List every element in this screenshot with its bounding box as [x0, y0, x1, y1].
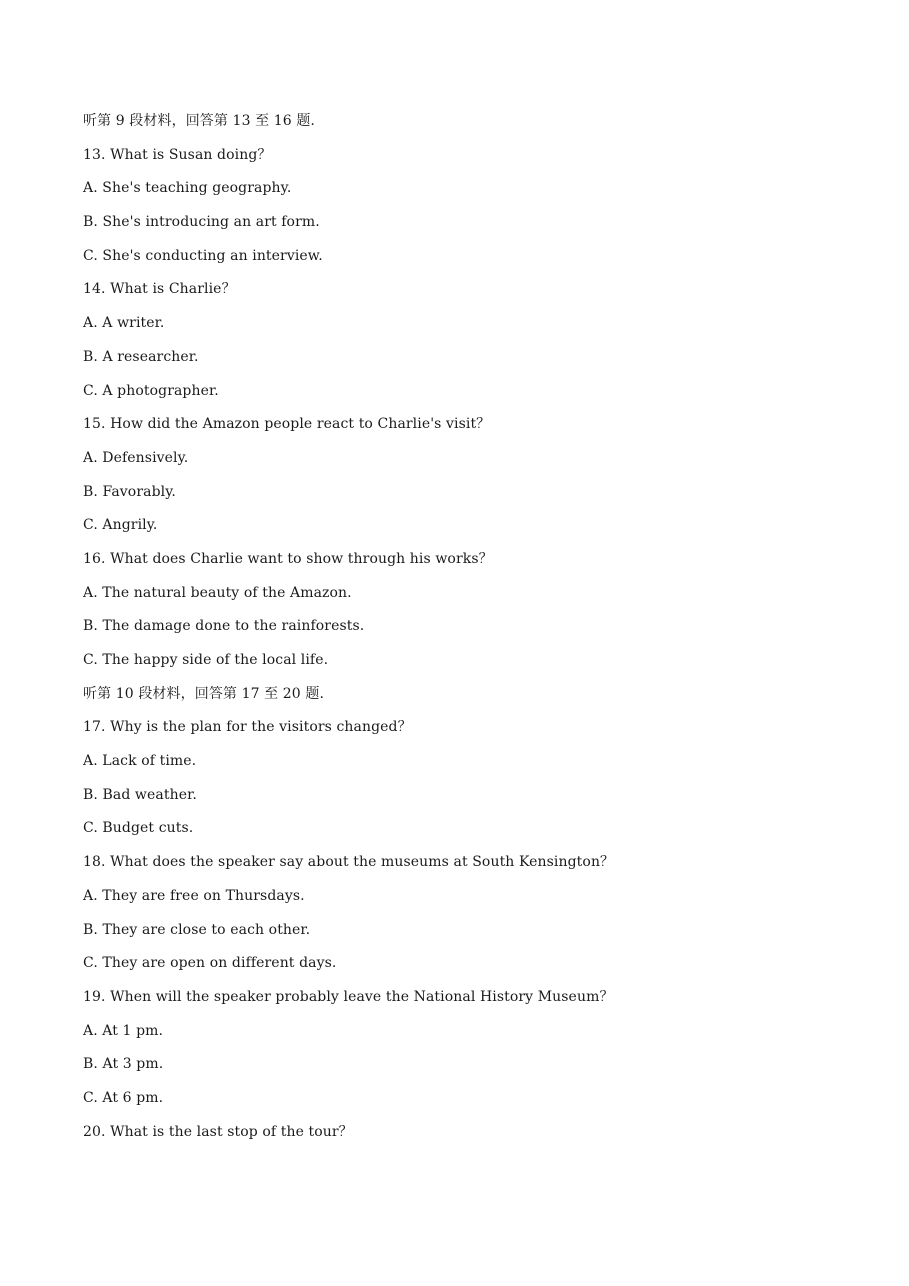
q16-option-b: B. The damage done to the rainforests. [83, 618, 365, 635]
question-20: 20. What is the last stop of the tour？ [83, 1123, 353, 1140]
q19-option-a: A. At 1 pm. [83, 1022, 164, 1039]
q18-option-c: C. They are open on different days. [83, 955, 337, 972]
q13-option-c: C. She's conducting an interview. [83, 247, 323, 264]
section-heading-10: 听第 10 段材料，回答第 17 至 20 题. [83, 685, 324, 702]
question-17: 17. Why is the plan for the visitors changed？ [83, 719, 412, 736]
q15-option-b: B. Favorably. [83, 483, 176, 500]
q14-option-a: A. A writer. [83, 315, 165, 332]
q18-option-a: A. They are free on Thursdays. [83, 887, 305, 904]
question-18: 18. What does the speaker say about the museums at South Kensington？ [83, 854, 615, 871]
document-page [83, 111, 863, 1155]
q19-option-b: B. At 3 pm. [83, 1056, 164, 1073]
q17-option-a: A. Lack of time. [83, 753, 197, 770]
q16-option-c: C. The happy side of the local life. [83, 652, 329, 668]
section-heading-9: 听第 9 段材料，回答第 13 至 16 题. [83, 113, 315, 129]
q14-option-c: C. A photographer. [83, 382, 219, 399]
q13-option-a: A. She's teaching geography. [83, 180, 292, 197]
question-19: 19. When will the speaker probably leave the National History Museum？ [83, 988, 614, 1005]
q19-option-c: C. At 6 pm. [83, 1089, 164, 1106]
q17-option-c: C. Budget cuts. [83, 820, 194, 837]
q17-option-b: B. Bad weather. [83, 786, 197, 803]
question-14: 14. What is Charlie？ [83, 281, 236, 298]
question-13: 13. What is Susan doing？ [83, 146, 272, 163]
q15-option-c: C. Angrily. [83, 517, 158, 534]
q15-option-a: A. Defensively. [83, 449, 189, 466]
q14-option-b: B. A researcher. [83, 348, 199, 365]
q13-option-b: B. She's introducing an art form. [83, 214, 320, 231]
q16-option-a: A. The natural beauty of the Amazon. [83, 584, 352, 601]
q18-option-b: B. They are close to each other. [83, 921, 311, 938]
question-15: 15. How did the Amazon people react to Charlie's visit？ [83, 416, 491, 433]
question-16: 16. What does Charlie want to show through his works？ [83, 550, 493, 567]
